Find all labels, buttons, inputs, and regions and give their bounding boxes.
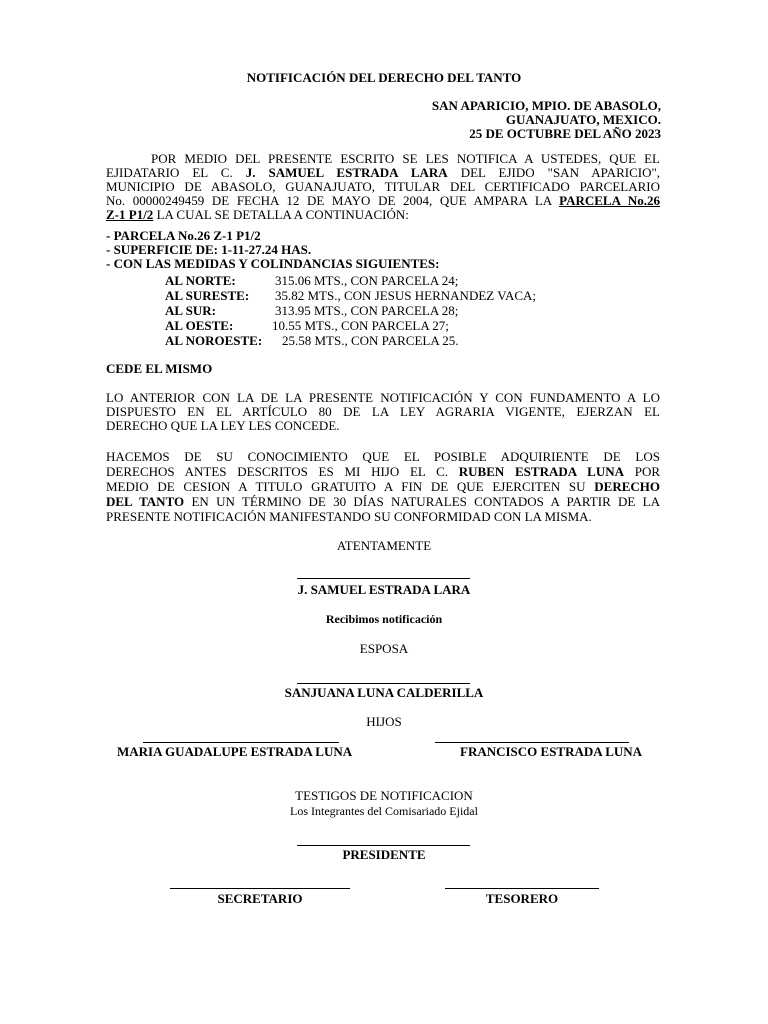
boundary-north: AL NORTE: 315.06 MTS., CON PARCELA 24; [165,273,459,288]
acquirer-line-4: DEL TANTO EN UN TÉRMINO DE 30 DÍAS NATURALES CONTADOS A PARTIR DE LA [106,494,661,509]
place-line-2: GUANAJUATO, MEXICO. [505,112,661,127]
intro-paragraph [106,152,660,222]
place-date-block [432,99,661,141]
hijo1-name: MARIA GUADALUPE ESTRADA LUNA [117,744,353,759]
boundary-southeast: AL SURESTE: 35.82 MTS., CON JESUS HERNANDEZ VACA; [165,288,536,303]
acquirer-line-1: HACEMOS DE SU CONOCIMIENTO QUE EL POSIBLE ADQUIRIENTE DE LOS [106,449,660,464]
detail-superficie: - SUPERFICIE DE: 1-11-27.24 HAS. [106,242,312,257]
intro-line-4: No. 00000249459 DE FECHA 12 DE MAYO DE 2004, QUE AMPARA LA PARCELA No.26 [106,193,661,208]
date-line: 25 DE OCTUBRE DEL AÑO 2023 [469,126,661,141]
presidente-label: PRESIDENTE [342,847,426,862]
boundary-west: AL OESTE: 10.55 MTS., CON PARCELA 27; [165,318,449,333]
detail-medidas: - CON LAS MEDIDAS Y COLINDANCIAS SIGUIENTES: [106,256,440,271]
intro-line-3: MUNICIPIO DE ABASOLO, GUANAJUATO, TITULAR DEL CERTIFICADO PARCELARIO [106,179,660,194]
parcela-ref-a: PARCELA No.26 [559,193,661,208]
legal-line-1: LO ANTERIOR CON LA DE LA PRESENTE NOTIFICACIÓN Y CON FUNDAMENTO A LO [106,390,660,405]
acquirer-line-2: DERECHOS ANTES DESCRITOS ES MI HIJO EL C. RUBEN ESTRADA LUNA POR [106,464,661,479]
derecho-term-a: DERECHO [594,479,660,494]
signature-line-secretario [170,888,350,889]
esposa-label: ESPOSA [359,641,409,656]
main-signer-name: J. SAMUEL ESTRADA LARA [297,582,471,597]
derecho-term-b: DEL TANTO [106,494,185,509]
testigos-label: TESTIGOS DE NOTIFICACION [295,788,473,803]
intro-line-2: EJIDATARIO EL C. J. SAMUEL ESTRADA LARA DEL EJIDO "SAN APARICIO", [106,165,661,180]
tesorero-label: TESORERO [485,891,559,906]
acquirer-paragraph [106,450,660,525]
parcel-details [106,229,439,271]
secretario-label: SECRETARIO [217,891,303,906]
legal-paragraph [106,391,660,433]
recibimos-label: Recibimos notificación [325,612,443,626]
acquirer-name: RUBEN ESTRADA LUNA [458,464,624,479]
boundaries-list [165,273,536,348]
place-line-1: SAN APARICIO, MPIO. DE ABASOLO, [431,98,661,113]
legal-line-2: DISPUESTO EN EL ARTÍCULO 80 DE LA LEY AGRARIA VIGENTE, EJERZAN EL [106,404,660,419]
parcela-ref-b: Z-1 P1/2 [106,207,154,222]
testigos-subtitle: Los Integrantes del Comisariado Ejidal [290,804,478,818]
signature-line-esposa [297,683,470,684]
boundary-south: AL SUR: 313.95 MTS., CON PARCELA 28; [165,303,459,318]
atentamente-label: ATENTAMENTE [336,538,432,553]
ejidatario-name: J. SAMUEL ESTRADA LARA [245,165,448,180]
hijos-label: HIJOS [366,714,402,729]
esposa-name: SANJUANA LUNA CALDERILLA [284,685,484,700]
intro-line-1: POR MEDIO DEL PRESENTE ESCRITO SE LES NOTIFICA A USTEDES, QUE EL [151,151,660,166]
legal-line-3: DERECHO QUE LA LEY LES CONCEDE. [106,418,340,433]
acquirer-line-5: PRESENTE NOTIFICACIÓN MANIFESTANDO SU CONFORMIDAD CON LA MISMA. [106,509,592,524]
detail-parcela: - PARCELA No.26 Z-1 P1/2 [106,228,261,243]
signature-line-main [297,578,470,579]
signature-line-tesorero [445,888,599,889]
signature-line-hijo1 [143,742,339,743]
signature-line-presidente [297,845,470,846]
acquirer-line-3: MEDIO DE CESION A TITULO GRATUITO A FIN DE QUE EJERCITEN SU DERECHO [106,479,660,494]
hijo2-name: FRANCISCO ESTRADA LUNA [460,744,643,759]
signature-line-hijo2 [435,742,629,743]
document-title: NOTIFICACIÓN DEL DERECHO DEL TANTO [246,70,522,85]
intro-line-5: Z-1 P1/2 LA CUAL SE DETALLA A CONTINUACIÓN: [106,207,409,222]
boundary-northwest: AL NOROESTE: 25.58 MTS., CON PARCELA 25. [165,333,459,348]
cede-heading: CEDE EL MISMO [106,361,213,376]
